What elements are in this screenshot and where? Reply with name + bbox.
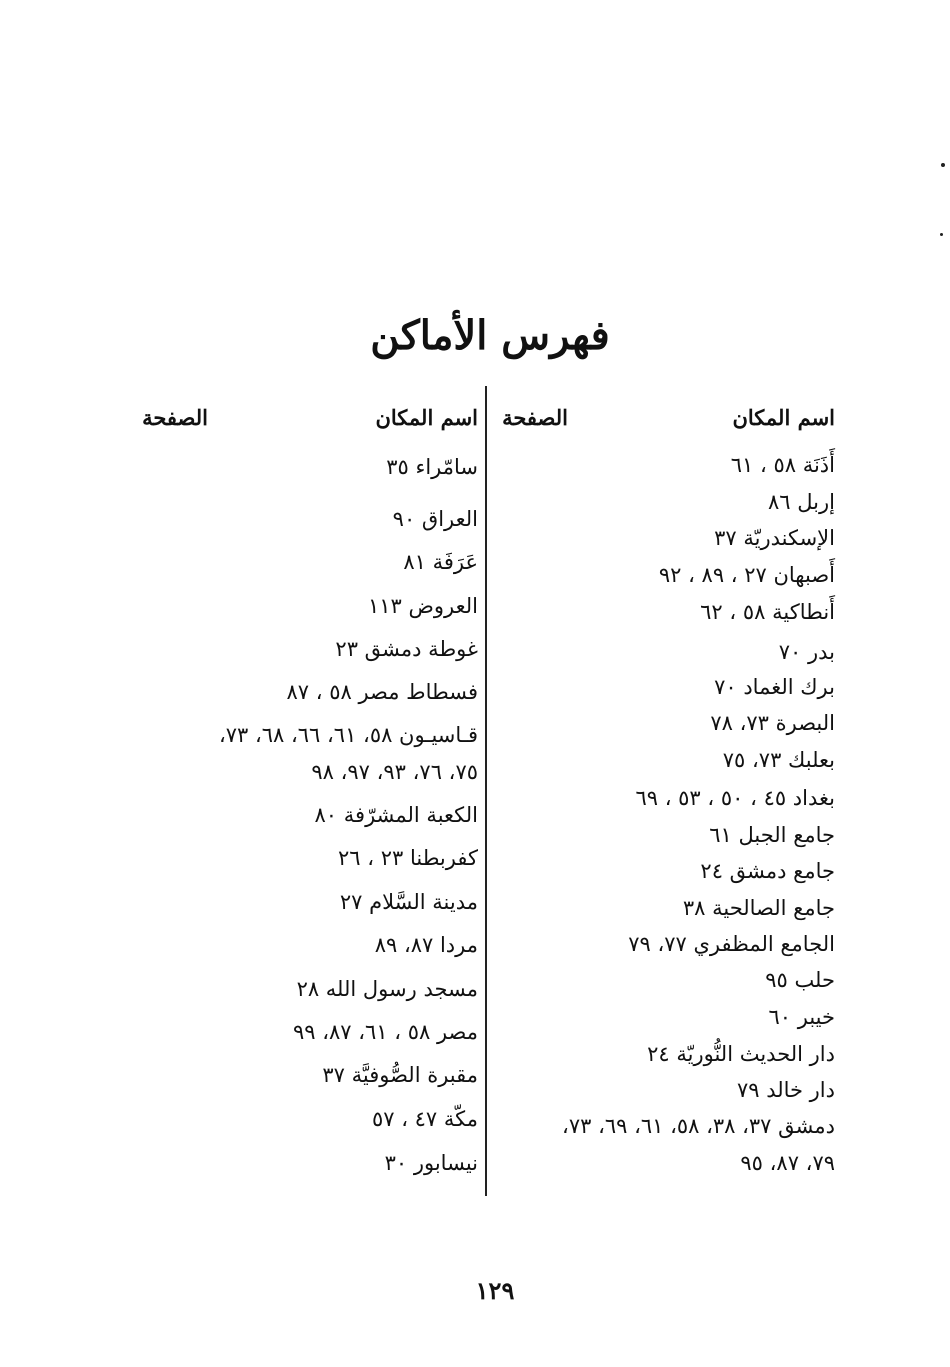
index-entry: جامع دمشق ٢٤ <box>700 859 835 883</box>
index-entry: إربل ٨٦ <box>768 490 835 514</box>
index-entry: قـاسيـون ٥٨، ٦١، ٦٦، ٦٨، ٧٣، <box>218 723 478 747</box>
left-header-page: الصفحة <box>142 405 208 430</box>
right-header-page: الصفحة <box>502 405 568 430</box>
index-entry: الجامع المظفري ٧٧، ٧٩ <box>628 932 835 956</box>
index-entry: جامع الصالحية ٣٨ <box>682 896 835 920</box>
index-entry: كفربطنا ٢٣ ، ٢٦ <box>338 846 478 870</box>
index-entry: الكعبة المشرّفة ٨٠ <box>314 803 478 827</box>
scan-mark-2 <box>940 233 943 236</box>
index-entry: الإسكندريّة ٣٧ <box>714 526 835 550</box>
index-entry: نيسابور ٣٠ <box>384 1151 478 1175</box>
page-number: ١٢٩ <box>475 1276 515 1305</box>
index-entry: مصر ٥٨ ، ٦١، ٨٧، ٩٩ <box>292 1020 478 1044</box>
index-entry: ٧٥، ٧٦، ٩٣، ٩٧، ٩٨ <box>311 760 478 784</box>
index-entry: أَذَنَة ٥٨ ، ٦١ <box>730 453 835 477</box>
index-entry: جامع الجبل ٦١ <box>709 823 835 847</box>
index-entry: سامّراء ٣٥ <box>386 455 478 479</box>
index-entry: عَرَفَة ٨١ <box>403 550 478 574</box>
index-entry: العروض ١١٣ <box>368 594 478 618</box>
left-column <box>133 0 478 1367</box>
index-entry: العراق ٩٠ <box>392 507 478 531</box>
index-entry: برك الغماد ٧٠ <box>714 675 835 699</box>
page-title: فهرس الأماكن <box>370 312 610 359</box>
index-entry: ٧٩، ٨٧، ٩٥ <box>740 1151 835 1175</box>
right-column <box>475 0 835 1367</box>
index-entry: مكّة ٤٧ ، ٥٧ <box>371 1107 478 1131</box>
index-entry: أَنطاكية ٥٨ ، ٦٢ <box>700 600 835 624</box>
index-entry: خيبر ٦٠ <box>768 1005 835 1029</box>
index-entry: بغداد ٤٥ ، ٥٠ ، ٥٣ ، ٦٩ <box>635 786 835 810</box>
index-entry: حلب ٩٥ <box>765 968 835 992</box>
index-entry: غوطة دمشق ٢٣ <box>335 637 478 661</box>
index-entry: مردا ٨٧، ٨٩ <box>374 933 478 957</box>
right-header-place: اسم المكان <box>732 405 835 430</box>
scan-mark-1 <box>941 163 945 167</box>
left-header-place: اسم المكان <box>375 405 478 430</box>
index-entry: البصرة ٧٣، ٧٨ <box>710 711 835 735</box>
index-entry: دمشق ٣٧، ٣٨، ٥٨، ٦١، ٦٩، ٧٣، <box>562 1114 835 1138</box>
index-entry: دار خالد ٧٩ <box>736 1078 835 1102</box>
index-entry: مقبرة الصُّوفيَّة ٣٧ <box>322 1063 478 1087</box>
index-entry: بدر ٧٠ <box>778 640 835 664</box>
index-entry: دار الحديث النُّوريّة ٢٤ <box>647 1042 835 1066</box>
index-entry: فسطاط مصر ٥٨ ، ٨٧ <box>286 680 478 704</box>
index-entry: مسجد رسول الله ٢٨ <box>296 977 478 1001</box>
index-entry: بعلبك ٧٣، ٧٥ <box>722 748 835 772</box>
index-entry: مدينة السَّلام ٢٧ <box>339 890 478 914</box>
index-entry: أَصبهان ٢٧ ، ٨٩ ، ٩٢ <box>658 563 835 587</box>
